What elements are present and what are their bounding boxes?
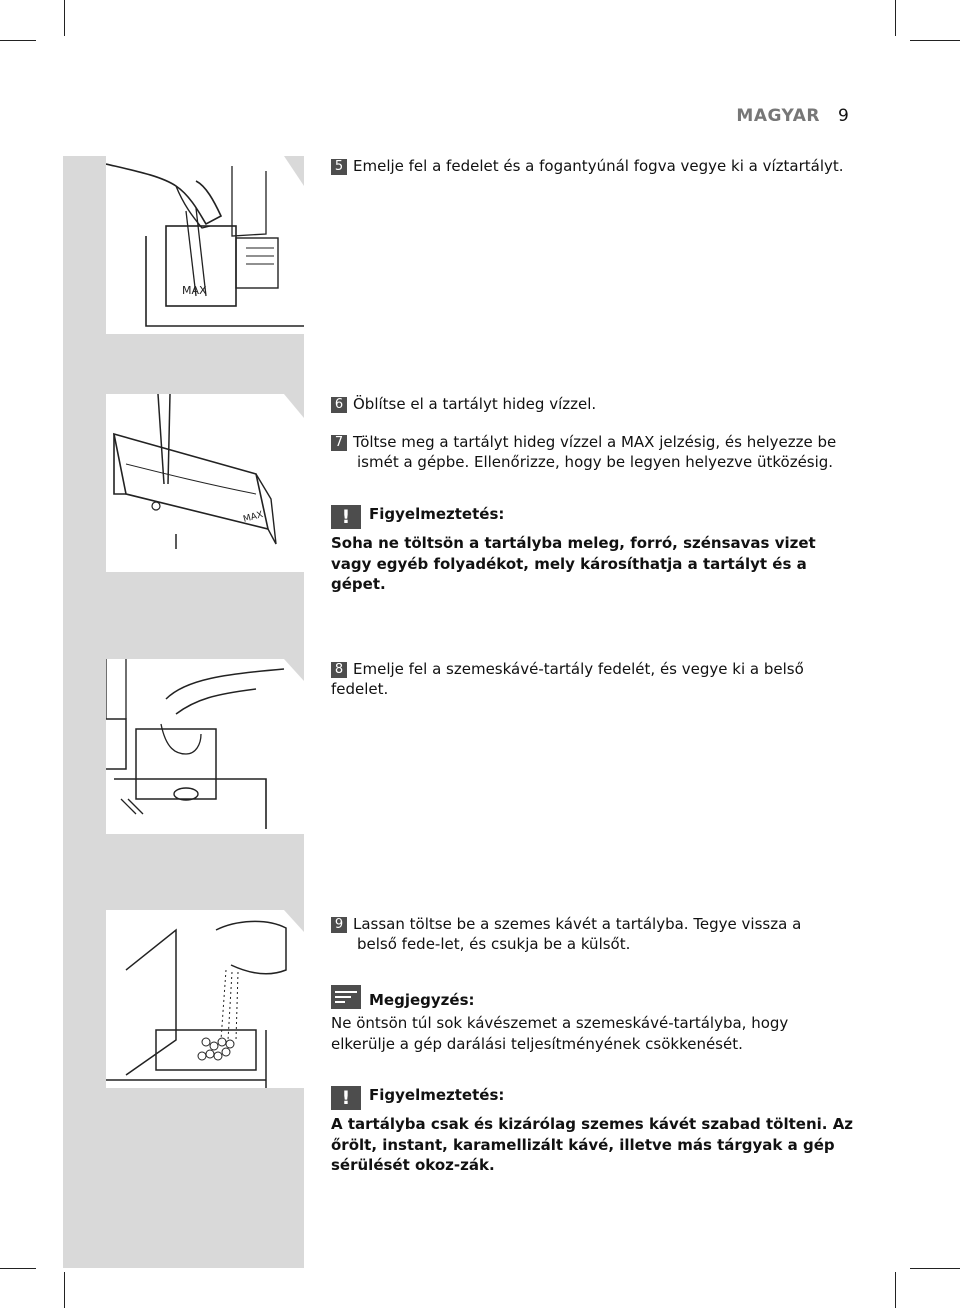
step-number: 6 bbox=[331, 397, 347, 413]
note-icon bbox=[331, 985, 361, 1009]
illustration-pour-beans bbox=[106, 910, 304, 1088]
step-text: Emelje fel a szemeskávé-tartály fedelét, és vegye ki a belső fedelet. bbox=[331, 660, 804, 698]
page-number: 9 bbox=[838, 106, 849, 126]
crop-mark bbox=[910, 1268, 960, 1269]
warning-box bbox=[331, 504, 856, 595]
step-text: Töltse meg a tartályt hideg vízzel a MAX jelzésig, és helyezze be ismét a gépbe. Ellenőrizze, hogy be legyen helyezve ütközésig. bbox=[353, 433, 837, 471]
illustration-bean-lid bbox=[106, 659, 304, 834]
crop-mark bbox=[64, 1272, 65, 1308]
step-number: 7 bbox=[331, 435, 347, 451]
crop-mark bbox=[0, 1268, 36, 1269]
tank-max-label: MAX bbox=[242, 510, 265, 525]
warning-text: A tartályba csak és kizárólag szemes kávét szabad tölteni. Az őrölt, instant, karamellizált kávé, illetve más tárgyak a gép sérülését okoz-zák. bbox=[331, 1115, 854, 1174]
step-number: 5 bbox=[331, 159, 347, 175]
warning-icon: ! bbox=[331, 1086, 361, 1110]
tank-max-label: MAX bbox=[182, 284, 207, 297]
language-label: MAGYAR bbox=[736, 106, 820, 126]
note-box bbox=[331, 985, 856, 1054]
warning-icon: ! bbox=[331, 505, 361, 529]
step-text: Emelje fel a fedelet és a fogantyúnál fogva vegye ki a víztartályt. bbox=[353, 157, 844, 175]
warning-box bbox=[331, 1085, 856, 1176]
warning-title: Figyelmeztetés: bbox=[369, 1086, 505, 1104]
step-8 bbox=[331, 660, 861, 699]
note-title: Megjegyzés: bbox=[369, 991, 475, 1009]
illustration-fill-water-tank bbox=[106, 394, 304, 572]
step-6 bbox=[331, 395, 861, 415]
step-5 bbox=[331, 157, 861, 177]
crop-mark bbox=[895, 0, 896, 36]
step-text: Öblítse el a tartályt hideg vízzel. bbox=[353, 395, 597, 413]
illustration-remove-water-tank bbox=[106, 156, 304, 334]
crop-mark bbox=[64, 0, 65, 36]
warning-title: Figyelmeztetés: bbox=[369, 505, 505, 523]
step-text: Lassan töltse be a szemes kávét a tartályba. Tegye vissza a belső fede-let, és csukja be a külsőt. bbox=[353, 915, 802, 953]
warning-text: Soha ne töltsön a tartályba meleg, forró, szénsavas vizet vagy egyéb folyadékot, mely károsíthatja a tartályt és a gépet. bbox=[331, 534, 816, 593]
step-7 bbox=[331, 433, 861, 472]
step-number: 8 bbox=[331, 662, 347, 678]
crop-mark bbox=[910, 40, 960, 41]
note-text: Ne öntsön túl sok kávészemet a szemeskávé-tartályba, hogy elkerülje a gép darálási teljesítményének csökkenését. bbox=[331, 1014, 789, 1053]
step-9 bbox=[331, 915, 841, 954]
crop-mark bbox=[0, 40, 36, 41]
step-number: 9 bbox=[331, 917, 347, 933]
crop-mark bbox=[895, 1272, 896, 1308]
